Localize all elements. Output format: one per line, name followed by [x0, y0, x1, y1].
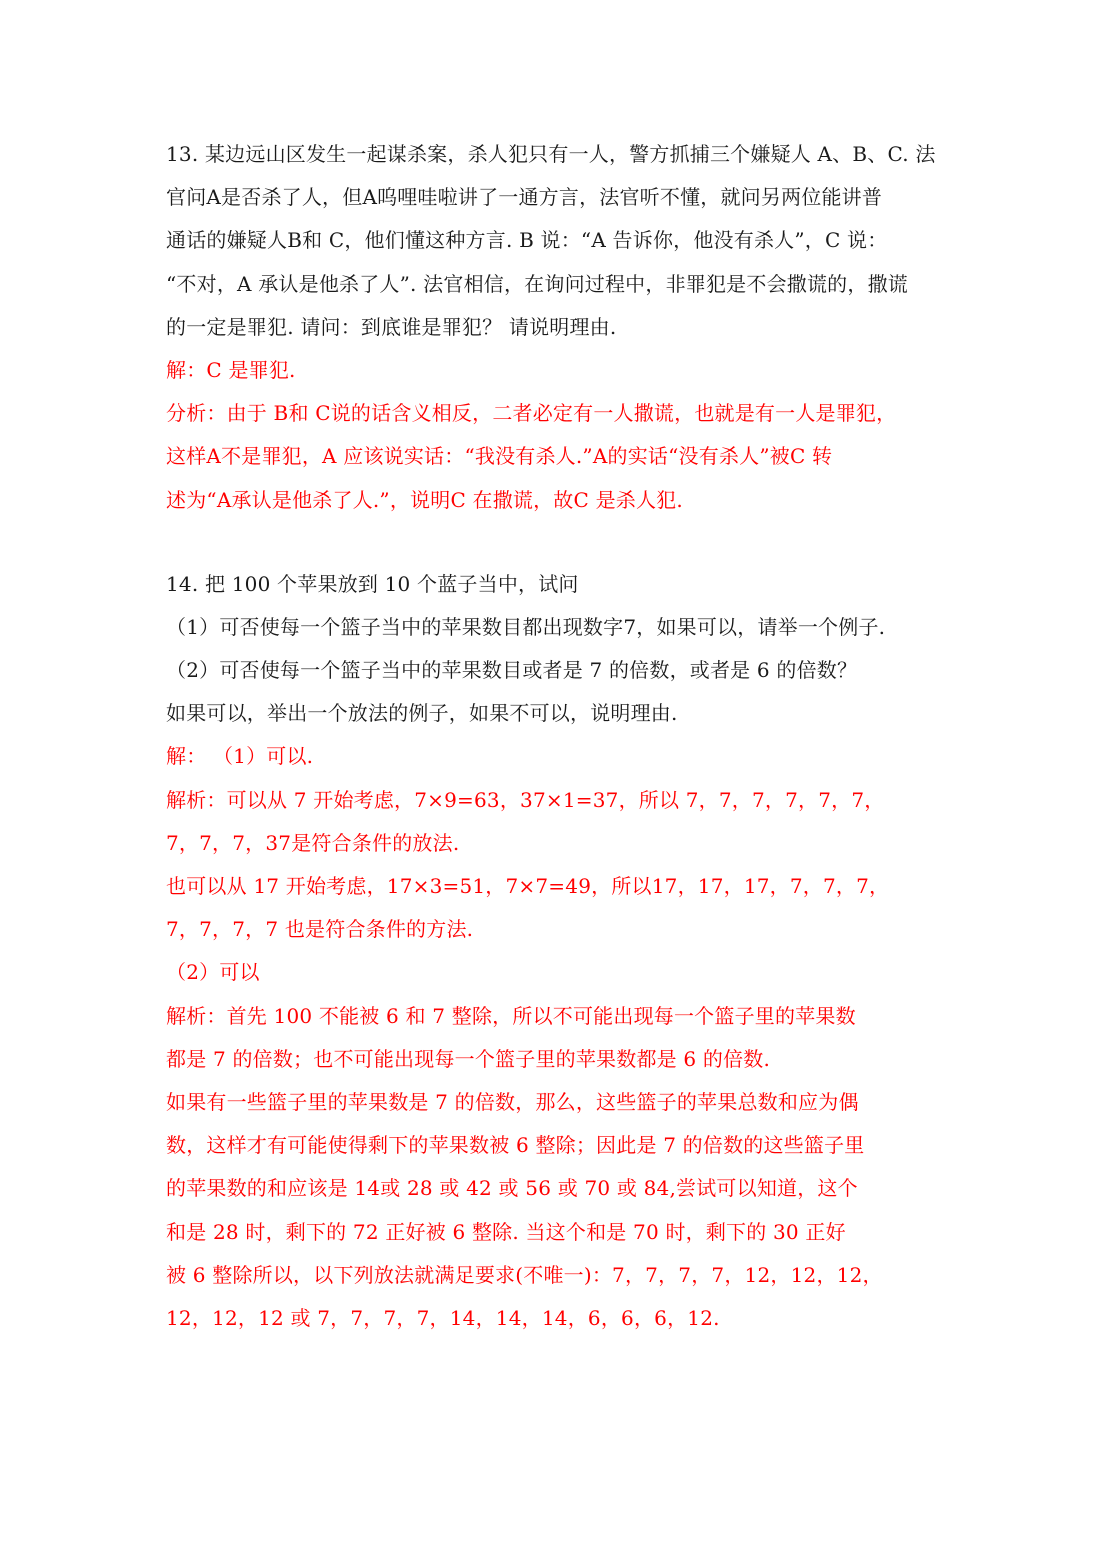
answer-14-line: 解析：可以从 7 开始考虑，7×9=63，37×1=37，所以 7，7，7，7，7，7，	[166, 787, 885, 812]
question-13	[166, 133, 938, 349]
question-14	[166, 563, 938, 736]
answer-14-line: 都是 7 的倍数；也不可能出现每一个篮子里的苹果数都是 6 的倍数.	[166, 1046, 771, 1071]
answer-14-line: 数，这样才有可能使得剩下的苹果数被 6 整除；因此是 7 的倍数的这些篮子里	[166, 1133, 865, 1158]
answer-14	[166, 735, 938, 1340]
answer-13	[166, 349, 938, 522]
question-14-line: （1）可否使每一个篮子当中的苹果数目都出现数字7，如果可以，请举一个例子.	[166, 614, 886, 639]
answer-14-line: 的苹果数的和应该是 14或 28 或 42 或 56 或 70 或 84,尝试可以知道，这个	[166, 1176, 858, 1201]
question-14-line: 如果可以，举出一个放法的例子，如果不可以，说明理由.	[166, 701, 678, 726]
document-page	[166, 133, 938, 1340]
answer-14-line: 12，12，12 或 7，7，7，7，14，14，14，6，6，6，12.	[166, 1305, 720, 1330]
answer-13-solution: 解：C 是罪犯.	[166, 357, 296, 382]
answer-14-line: 7，7，7，7 也是符合条件的方法.	[166, 917, 474, 942]
question-13-line: 通话的嫌疑人B和 C，他们懂这种方言. B 说：“A 告诉你，他没有杀人”，C 说：	[166, 228, 888, 253]
section-gap	[166, 522, 938, 563]
question-13-line: 官问A是否杀了人，但A呜哩哇啦讲了一通方言，法官听不懂，就问另两位能讲普	[166, 185, 883, 210]
answer-14-line: 7，7，7，37是符合条件的放法.	[166, 830, 460, 855]
answer-14-line: 解： （1）可以.	[166, 744, 314, 769]
answer-14-line: 也可以从 17 开始考虑，17×3=51，7×7=49，所以17，17，17，7，7，7，	[166, 874, 890, 898]
question-13-line: 的一定是罪犯. 请问：到底谁是罪犯？ 请说明理由.	[166, 314, 617, 339]
question-13-line: 13. 某边远山区发生一起谋杀案，杀人犯只有一人，警方抓捕三个嫌疑人 A、B、C. 法	[166, 142, 936, 166]
question-14-line: 14. 把 100 个苹果放到 10 个蓝子当中，试问	[166, 571, 579, 596]
answer-14-line: 和是 28 时，剩下的 72 正好被 6 整除. 当这个和是 70 时，剩下的 30 正好	[166, 1219, 846, 1244]
answer-14-line: 如果有一些篮子里的苹果数是 7 的倍数，那么，这些篮子的苹果总数和应为偶	[166, 1089, 859, 1114]
answer-13-analysis-line: 这样A不是罪犯，A 应该说实话：“我没有杀人.”A的实话“没有杀人”被C 转	[166, 444, 833, 469]
answer-14-line: 被 6 整除所以，以下列放法就满足要求(不唯一)：7，7，7，7，12，12，12，	[166, 1262, 883, 1287]
answer-14-line: （2）可以	[166, 960, 260, 985]
answer-14-line: 解析：首先 100 不能被 6 和 7 整除，所以不可能出现每一个篮子里的苹果数	[166, 1003, 856, 1028]
question-13-line: “不对，A 承认是他杀了人”. 法官相信，在询问过程中，非罪犯是不会撒谎的，撒谎	[166, 271, 908, 296]
question-14-line: （2）可否使每一个篮子当中的苹果数目或者是 7 的倍数，或者是 6 的倍数？	[166, 658, 858, 683]
answer-13-analysis-line: 分析：由于 B和 C说的话含义相反，二者必定有一人撒谎，也就是有一人是罪犯，	[166, 401, 897, 426]
answer-13-analysis-line: 述为“A承认是他杀了人.”，说明C 在撒谎，故C 是杀人犯.	[166, 487, 683, 512]
